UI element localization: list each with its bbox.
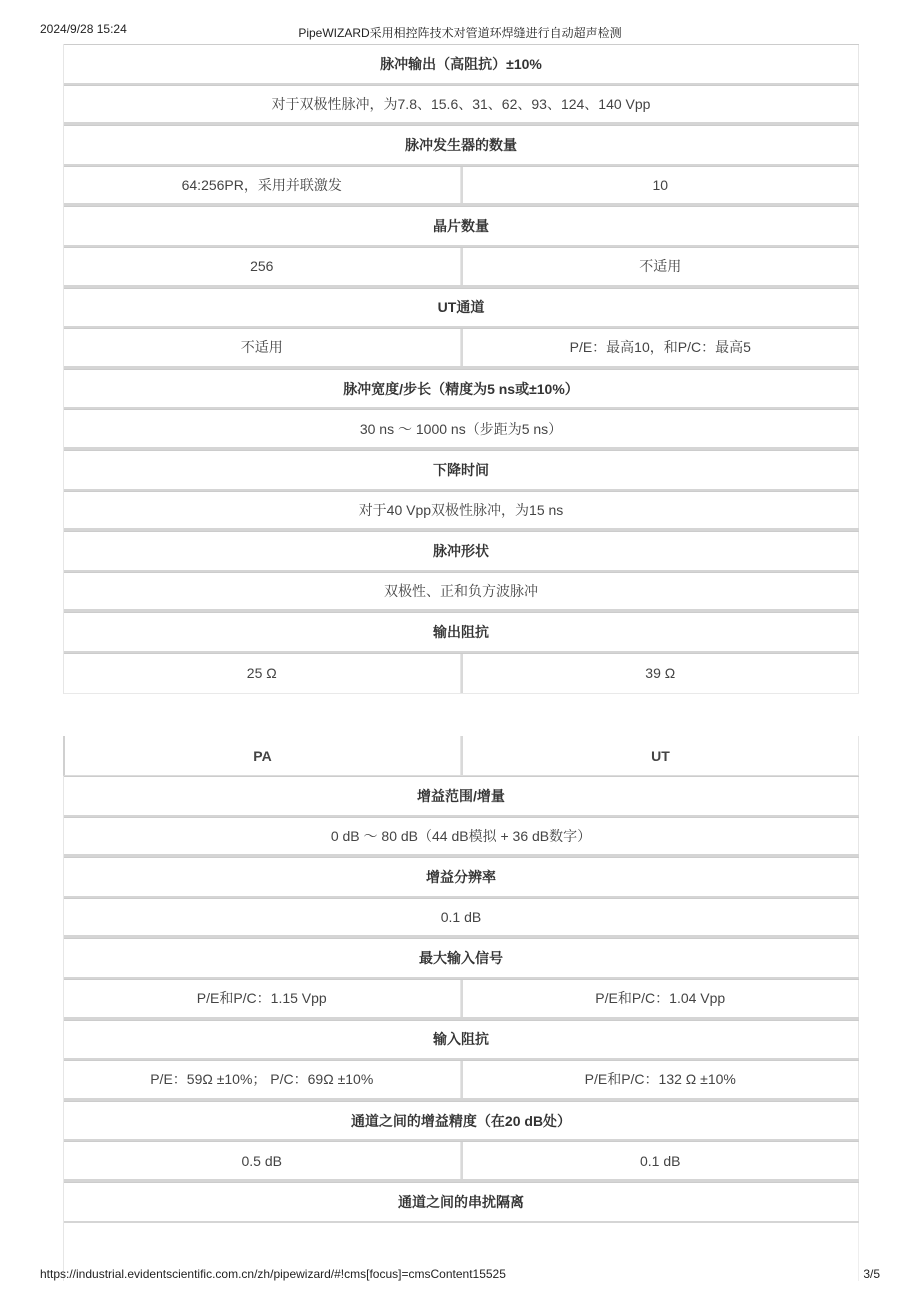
section-heading: [64, 531, 859, 572]
value-cell-pa: 256: [64, 248, 461, 285]
section-heading: [64, 450, 859, 491]
heading-text: 脉冲发生器的数量: [64, 126, 859, 164]
heading-text: 最大输入信号: [64, 939, 859, 977]
section-values: [64, 247, 859, 288]
spec-table-receiver: [63, 736, 859, 1281]
section-heading: [64, 206, 859, 247]
value-cell: 对于40 Vpp双极性脉冲，为15 ns: [64, 492, 859, 529]
value-cell-ut: P/E和P/C：1.04 Vpp: [461, 980, 860, 1017]
value-cell: 0 dB ～ 80 dB（44 dB模拟 + 36 dB数字）: [64, 818, 859, 855]
section-heading: [64, 612, 859, 653]
value-cell-pa: P/E和P/C：1.15 Vpp: [64, 980, 461, 1017]
section-heading: [64, 369, 859, 410]
heading-text: 脉冲形状: [64, 532, 859, 570]
value-cell-ut: 0.1 dB: [461, 1142, 860, 1179]
value-cell-ut: P/E：最高10，和P/C：最高5: [461, 329, 860, 366]
value-cell-ut: 10: [461, 167, 860, 204]
section-heading: [64, 1182, 859, 1223]
heading-text: 通道之间的增益精度（在20 dB处）: [64, 1102, 859, 1140]
heading-text: 脉冲宽度/步长（精度为5 ns或±10%）: [64, 370, 859, 408]
print-url: https://industrial.evidentscientific.com.cn/zh/pipewizard/#!cms[focus]=cmsContent15525: [40, 1267, 506, 1281]
heading-text: 增益分辨率: [64, 858, 859, 896]
value-cell-pa: 0.5 dB: [64, 1142, 461, 1179]
value-cell-pa: 25 Ω: [64, 654, 461, 693]
page-number: 3/5: [863, 1267, 880, 1281]
value-cell: 双极性、正和负方波脉冲: [64, 573, 859, 610]
print-datetime: 2024/9/28 15:24: [40, 22, 127, 36]
section-values: [64, 653, 859, 694]
section-values: [64, 491, 859, 532]
value-cell: 对于双极性脉冲，为7.8、15.6、31、62、93、124、140 Vpp: [64, 86, 859, 123]
column-header-ut: UT: [461, 736, 859, 775]
column-header-pa: PA: [65, 736, 461, 775]
value-cell-pa: 不适用: [64, 329, 461, 366]
section-values: [64, 817, 859, 858]
section-heading: [64, 1020, 859, 1061]
value-cell-ut: 39 Ω: [461, 654, 860, 693]
value-cell-ut: 不适用: [461, 248, 860, 285]
column-header-row: [63, 736, 859, 776]
heading-text: 输入阻抗: [64, 1021, 859, 1059]
print-header: [0, 22, 920, 40]
spec-table-pulser: [63, 44, 859, 694]
print-title: PipeWIZARD采用相控阵技术对管道环焊缝进行自动超声检测: [298, 26, 622, 40]
section-values: [64, 1060, 859, 1101]
heading-text: 通道之间的串扰隔离: [64, 1183, 859, 1221]
section-heading: [64, 1101, 859, 1142]
section-heading: [64, 44, 859, 85]
section-heading: [64, 125, 859, 166]
section-values: [64, 328, 859, 369]
section-values: [64, 898, 859, 939]
heading-text: 晶片数量: [64, 207, 859, 245]
section-values: [64, 166, 859, 207]
section-values: [64, 572, 859, 613]
value-cell: 0.1 dB: [64, 899, 859, 936]
heading-text: UT通道: [64, 289, 859, 327]
value-cell-ut: P/E和P/C：132 Ω ±10%: [461, 1061, 860, 1098]
section-values: [64, 85, 859, 126]
heading-text: 增益范围/增量: [64, 777, 859, 815]
heading-text: 脉冲输出（高阻抗）±10%: [64, 45, 859, 83]
value-cell-pa: 64:256PR，采用并联激发: [64, 167, 461, 204]
section-heading: [64, 776, 859, 817]
heading-text: 输出阻抗: [64, 613, 859, 651]
value-cell: 30 ns ～ 1000 ns（步距为5 ns）: [64, 410, 859, 447]
section-heading: [64, 857, 859, 898]
section-values: [64, 1141, 859, 1182]
section-heading: [64, 938, 859, 979]
section-heading: [64, 288, 859, 329]
heading-text: 下降时间: [64, 451, 859, 489]
section-values: [64, 979, 859, 1020]
value-cell-pa: P/E：59Ω ±10%； P/C：69Ω ±10%: [64, 1061, 461, 1098]
section-values: [64, 409, 859, 450]
